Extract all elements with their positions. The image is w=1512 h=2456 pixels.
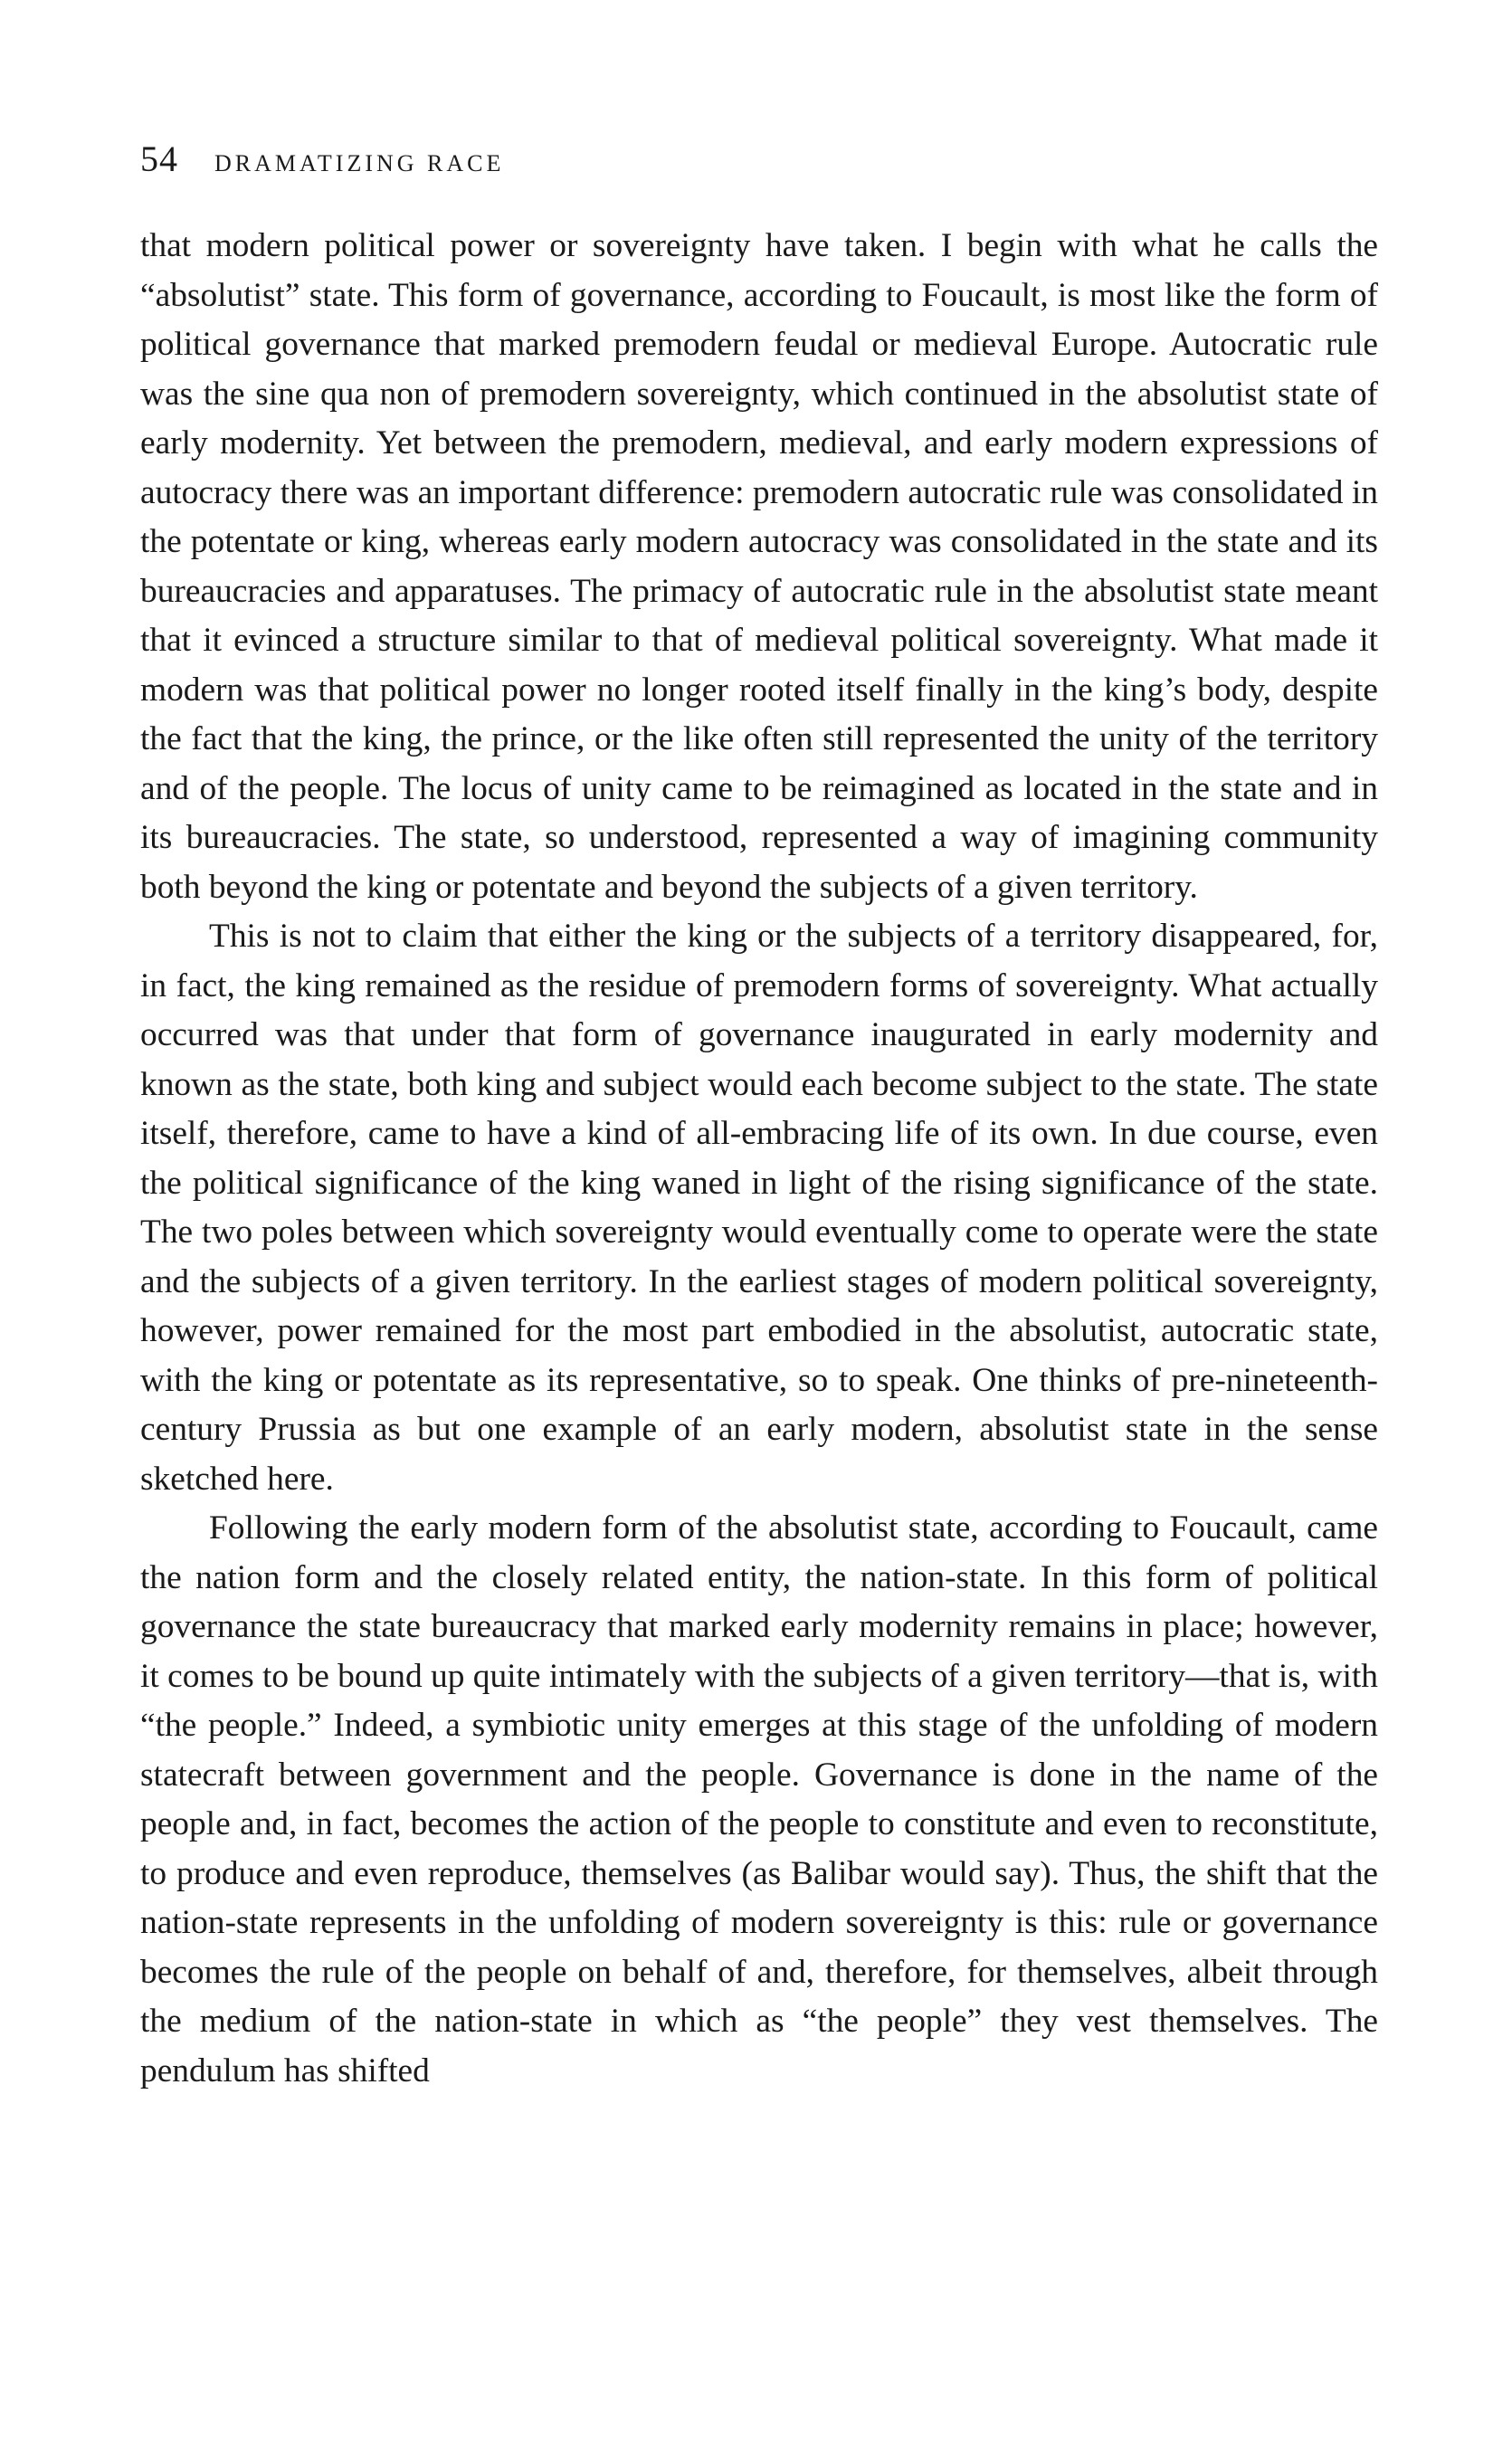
paragraph-3: Following the early modern form of the absolutist state, according to Foucault, came the nation form and the closely related entity, the nation-state. In this form of political governance the state bureaucracy that marked early modernity remains in place; however, it comes to be bound up quite intimately with the subjects of a given territory—that is, with “the people.” Indeed, a symbiotic unity emerges at this stage of the unfolding of modern statecraft between government and the people. Governance is done in the name of the people and, in fact, becomes the action of the people to constitute and even to reconstitute, to produce and even reproduce, themselves (as Balibar would say). Thus, the shift that the nation-state represents in the unfolding of modern sovereignty is this: rule or governance becomes the rule of the people on behalf of and, therefore, for themselves, albeit through the medium of the nation-state in which as “the people” they vest themselves. The pendulum has shifted — [140, 1509, 1378, 2090]
running-title: DRAMATIZING RACE — [214, 150, 505, 176]
page-number: 54 — [140, 138, 178, 179]
body-text — [140, 222, 1378, 2096]
paragraph-1: that modern political power or sovereignty have taken. I begin with what he calls the “absolutist” state. This form of governance, according to Foucault, is most like the form of political governance that marked premodern feudal or medieval Europe. Autocratic rule was the sine qua non of premodern sovereignty, which continued in the absolutist state of early modernity. Yet between the premodern, medieval, and early modern expressions of autocracy there was an important difference: premodern autocratic rule was consolidated in the potentate or king, whereas early modern autocracy was consolidated in the state and its bureaucracies and apparatuses. The primacy of autocratic rule in the absolutist state meant that it evinced a structure similar to that of medieval political sovereignty. What made it modern was that political power no longer rooted itself finally in the king’s body, despite the fact that the king, the prince, or the like often still represented the unity of the territory and of the people. The locus of unity came to be reimagined as located in the state and in its bureaucracies. The state, so understood, represented a way of imagining community both beyond the king or potentate and beyond the subjects of a given territory. — [140, 227, 1378, 906]
paragraph-2: This is not to claim that either the king or the subjects of a territory disappeared, for, in fact, the king remained as the residue of premodern forms of sovereignty. What actually occurred was that under that form of governance inaugurated in early modernity and known as the state, both king and subject would each become subject to the state. The state itself, therefore, came to have a kind of all-embracing life of its own. In due course, even the political significance of the king waned in light of the rising significance of the state. The two poles between which sovereignty would eventually come to operate were the state and the subjects of a given territory. In the earliest stages of modern political sovereignty, however, power remained for the most part embodied in the absolutist, autocratic state, with the king or potentate as its representative, so to speak. One thinks of pre-nineteenth-century Prussia as but one example of an early modern, absolutist state in the sense sketched here. — [140, 918, 1378, 1498]
running-head — [140, 138, 504, 185]
